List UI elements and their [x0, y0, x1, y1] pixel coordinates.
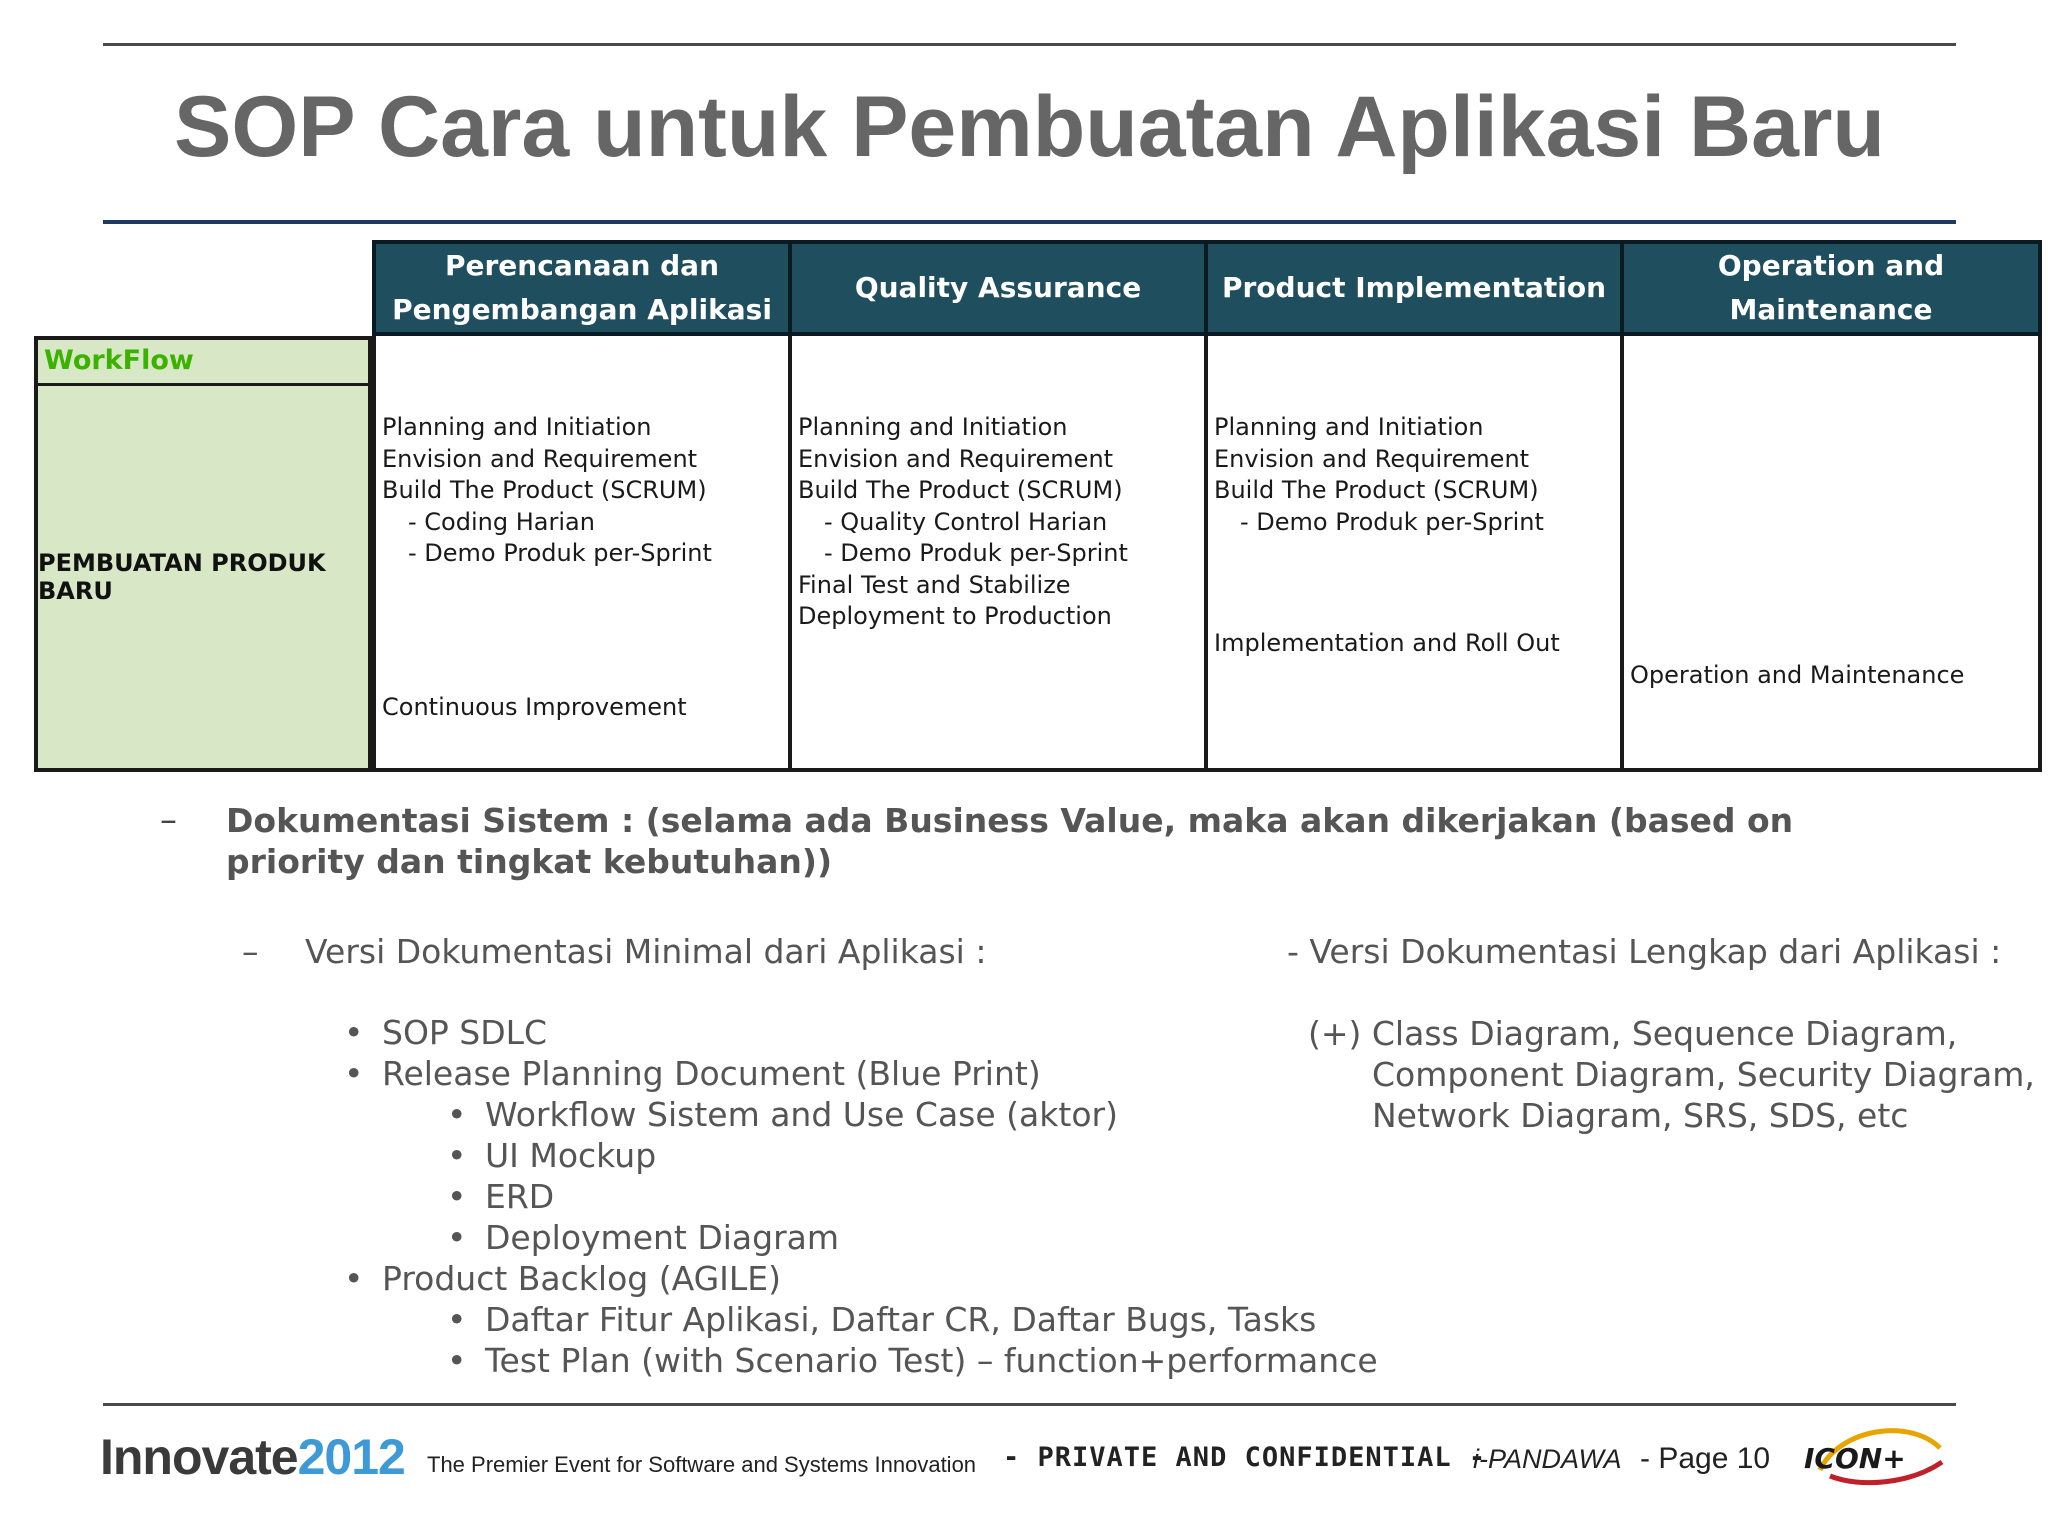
header-product-implementation: Product Implementation	[1208, 240, 1624, 336]
list-item: • SOP SDLC	[344, 1013, 548, 1052]
list-item: • Daftar Fitur Aplikasi, Daftar CR, Daftar Bugs, Tasks	[447, 1300, 1317, 1339]
doc-dash: –	[160, 800, 177, 840]
cell-perencanaan	[372, 336, 792, 772]
cell-line: - Coding Harian	[408, 507, 595, 536]
list-item: • Deployment Diagram	[447, 1218, 840, 1257]
bullet-icon: •	[447, 1218, 467, 1257]
cell-line: Final Test and Stabilize	[798, 570, 1071, 599]
innovate-logo: Innovate2012	[100, 1429, 405, 1485]
full-doc-title: - Versi Dokumentasi Lengkap dari Aplikasi :	[1287, 932, 2002, 971]
bullet-icon: •	[344, 1259, 364, 1298]
cell-line: Build The Product (SCRUM)	[798, 476, 1123, 504]
title-rule	[103, 220, 1956, 224]
workflow-row-name: PEMBUATAN PRODUK BARU	[34, 386, 372, 772]
cell-line: - Demo Produk per-Sprint	[1240, 507, 1544, 536]
full-doc-line: (+) Class Diagram, Sequence Diagram,	[1308, 1014, 1958, 1053]
cell-line: Planning and Initiation	[1214, 413, 1484, 441]
cell-line: Build The Product (SCRUM)	[1214, 476, 1539, 504]
full-doc-body	[1308, 1013, 2035, 1136]
icon-plus-logo-text: ICON+	[1804, 1442, 1906, 1475]
cell-line: - Demo Produk per-Sprint	[408, 539, 712, 567]
list-item: • Workflow Sistem and Use Case (aktor)	[447, 1095, 1118, 1134]
bullet-icon: •	[447, 1300, 467, 1339]
header-quality-assurance: Quality Assurance	[792, 240, 1208, 336]
cell-line: Build The Product (SCRUM)	[382, 476, 707, 504]
page-title: SOP Cara untuk Pembuatan Aplikasi Baru	[174, 79, 1885, 175]
full-doc-line: Component Diagram, Security Diagram,	[1372, 1055, 2035, 1094]
cell-line: Envision and Requirement	[798, 444, 1114, 473]
cell-line: - Demo Produk per-Sprint	[824, 539, 1128, 567]
cell-quality-assurance	[792, 336, 1208, 772]
workflow-table	[34, 240, 2042, 772]
top-rule	[103, 43, 1956, 46]
footer-tagline: The Premier Event for Software and Systems Innovation	[427, 1452, 977, 1477]
cell-lines	[1214, 412, 1544, 538]
brand-name: i-PANDAWA	[1473, 1444, 1622, 1474]
cell-lines	[798, 412, 1128, 633]
workflow-body-row	[372, 336, 2042, 772]
cell-line: Deployment to Production	[798, 602, 1112, 630]
bullet-icon: •	[447, 1341, 467, 1380]
list-item: • Test Plan (with Scenario Test) – function+performance	[447, 1341, 1378, 1380]
workflow-header-row	[372, 240, 2042, 336]
bullet-icon: •	[447, 1136, 467, 1175]
doc-heading: Dokumentasi Sistem : (selama ada Business Value, maka akan dikerjakan (based on priority dan tingkat kebutuhan))	[226, 801, 1794, 881]
list-item: • UI Mockup	[447, 1136, 657, 1175]
minimal-dash: –	[242, 932, 259, 971]
list-item: • Release Planning Document (Blue Print)	[344, 1054, 1041, 1093]
icon-plus-logo-icon	[1800, 1418, 1950, 1494]
cell-foot: Implementation and Roll Out	[1214, 629, 1560, 657]
bullet-icon: •	[344, 1054, 364, 1093]
bullet-icon: •	[447, 1177, 467, 1216]
cell-line: Planning and Initiation	[382, 413, 652, 441]
footer-rule	[103, 1403, 1956, 1406]
list-item: • ERD	[447, 1177, 555, 1216]
list-item: • Product Backlog (AGILE)	[344, 1259, 781, 1298]
cell-line: Planning and Initiation	[798, 413, 1068, 441]
cell-foot: Operation and Maintenance	[1630, 661, 1965, 689]
workflow-mechanism-label: WorkFlow	[34, 336, 372, 386]
cell-product-implementation	[1208, 336, 1624, 772]
cell-operation-maintenance	[1624, 336, 2042, 772]
minimal-doc-title: Versi Dokumentasi Minimal dari Aplikasi :	[305, 932, 987, 971]
cell-line: - Quality Control Harian	[824, 507, 1108, 536]
bullet-icon: •	[447, 1095, 467, 1134]
cell-line: Envision and Requirement	[1214, 444, 1530, 473]
confidential-label: - PRIVATE AND CONFIDENTIAL -	[1003, 1442, 1487, 1473]
header-perencanaan: Perencanaan dan Pengembangan Aplikasi	[372, 240, 792, 336]
bullet-icon: •	[344, 1013, 364, 1052]
cell-line: Envision and Requirement	[382, 444, 698, 473]
page-number: - Page 10	[1640, 1442, 1771, 1475]
cell-lines	[382, 412, 712, 570]
full-doc-line: Network Diagram, SRS, SDS, etc	[1372, 1096, 1909, 1135]
cell-foot: Continuous Improvement	[382, 693, 687, 721]
header-operation-maintenance: Operation and Maintenance	[1624, 240, 2042, 336]
